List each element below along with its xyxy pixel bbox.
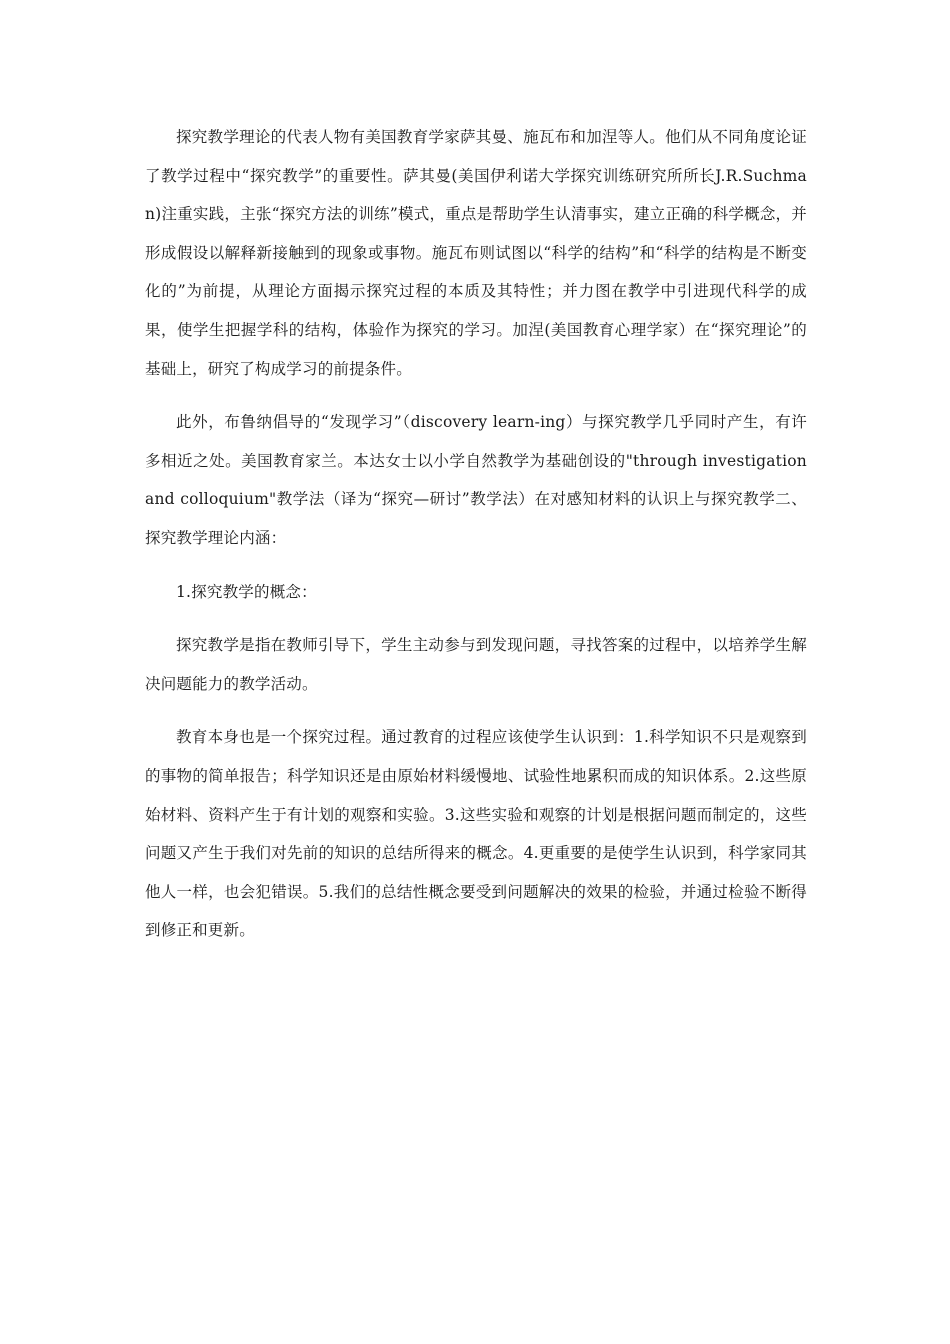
paragraph-concept-heading: 1.探究教学的概念： xyxy=(176,582,317,601)
paragraph-education-process: 教育本身也是一个探究过程。通过教育的过程应该使学生认识到：1.科学知识不只是观察到的事物的简单报告；科学知识还是由原始材料缓慢地、试验性地累积而成的知识体系。2.这些原始材料、资料产生于有计划的观察和实验。3.这些实验和观察的计划是根据问题而制定的，这些问题又产生于我们对先前的知识的总结所得来的概念。4.更重要的是使学生认识到，科学家同其他人一样，也会犯错误。5.我们的总结性概念要受到问题解决的效果的检验，并通过检验不断得到修正和更新。 xyxy=(145,728,807,940)
paragraph-discovery-learning: 此外，布鲁纳倡导的“发现学习”（discovery learn-ing）与探究教学几乎同时产生，有许多相近之处。美国教育家兰。本达女士以小学自然教学为基础创设的"through investigation and colloquium"教学法（译为“探究—研讨”教学法）在对感知材料的认识上与探究教学二、探究教学理论内涵： xyxy=(145,413,807,547)
document-body xyxy=(145,118,807,950)
paragraph-representatives: 探究教学理论的代表人物有美国教育学家萨其曼、施瓦布和加涅等人。他们从不同角度论证了教学过程中“探究教学”的重要性。萨其曼(美国伊利诺大学探究训练研究所所长J.R.Suchman)注重实践，主张“探究方法的训练”模式，重点是帮助学生认清事实，建立正确的科学概念，并形成假设以解释新接触到的现象或事物。施瓦布则试图以“科学的结构”和“科学的结构是不断变化的”为前提，从理论方面揭示探究过程的本质及其特性；并力图在教学中引进现代科学的成果，使学生把握学科的结构，体验作为探究的学习。加涅(美国教育心理学家）在“探究理论”的基础上，研究了构成学习的前提条件。 xyxy=(145,128,807,378)
paragraph-concept-definition: 探究教学是指在教师引导下，学生主动参与到发现问题，寻找答案的过程中，以培养学生解决问题能力的教学活动。 xyxy=(145,636,807,693)
